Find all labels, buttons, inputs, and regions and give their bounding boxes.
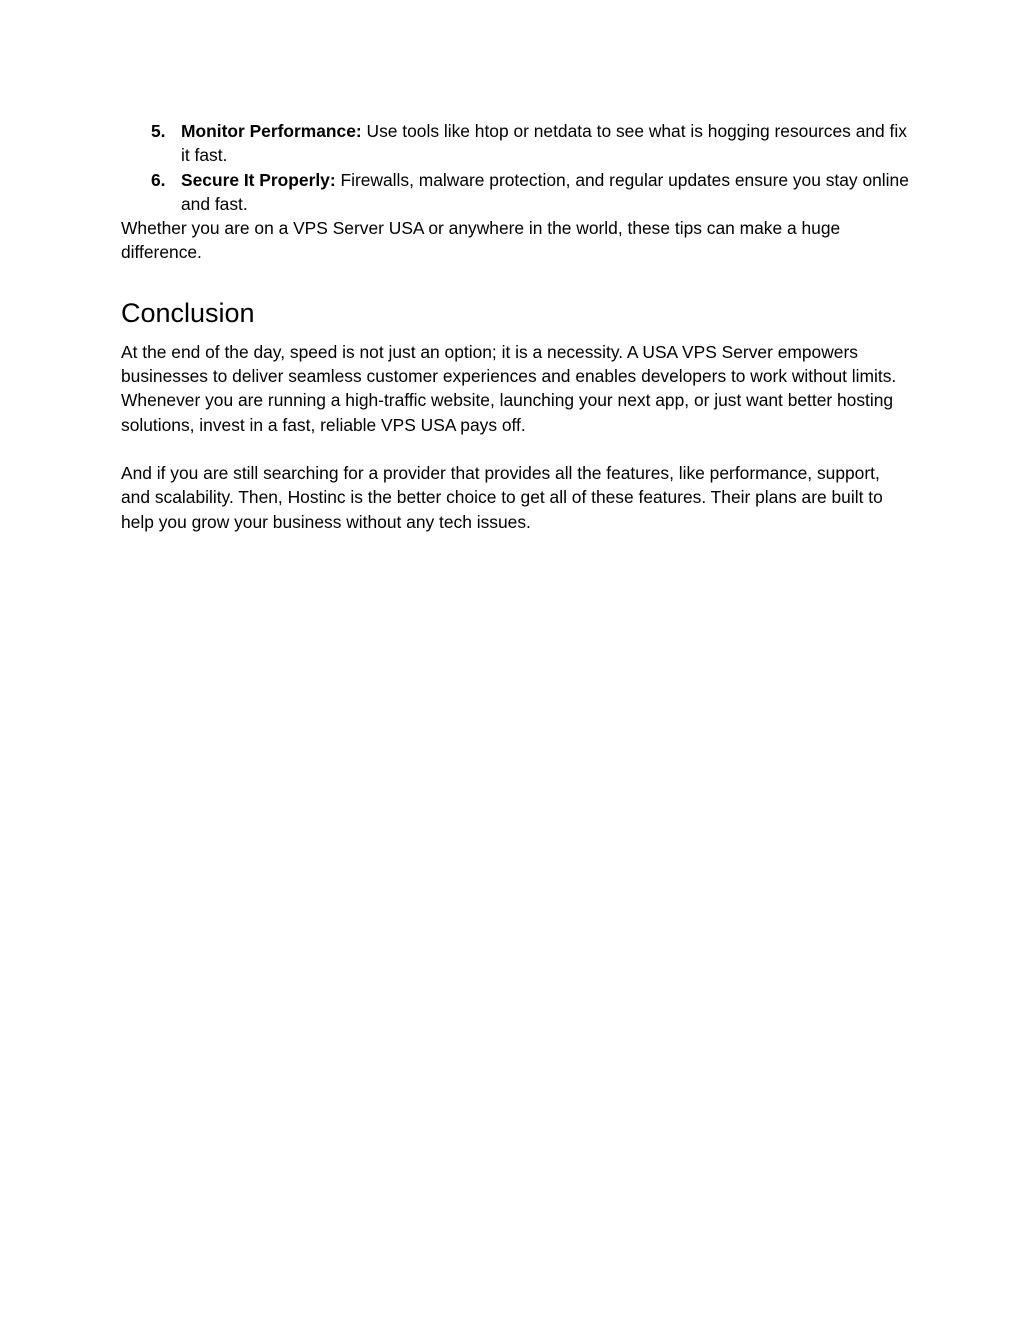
document-page xyxy=(121,119,911,534)
tips-list xyxy=(121,119,911,216)
list-item-number: 6. xyxy=(151,169,166,190)
list-item-text: Use tools like htop or netdata to see what is hogging resources and fix it fast. xyxy=(181,121,907,166)
list-item xyxy=(121,119,911,168)
closing-line: Whether you are on a VPS Server USA or anywhere in the world, these tips can make a huge difference. xyxy=(121,218,841,263)
conclusion-paragraph-1: At the end of the day, speed is not just an option; it is a necessity. A USA VPS Server empowers businesses to deliver seamless customer experiences and enables developers to work without limits. Whenever you are running a high-traffic website, launching your next app, or just want better hosting solutions, invest in a fast, reliable VPS USA pays off. xyxy=(121,341,897,435)
list-item-title: Secure It Properly: xyxy=(181,169,336,190)
list-item xyxy=(121,168,911,217)
list-item-title: Monitor Performance: xyxy=(181,121,362,141)
conclusion-heading: Conclusion xyxy=(121,297,255,328)
conclusion-paragraph-2: And if you are still searching for a provider that provides all the features, like performance, support, and scalability. Then, Hostinc is the better choice to get all of these features. Their plans are built to help you grow your business without any tech issues. xyxy=(121,462,883,532)
list-item-number: 5. xyxy=(151,121,166,141)
list-item-text: Firewalls, malware protection, and regular updates ensure you stay online and fast. xyxy=(181,169,909,214)
